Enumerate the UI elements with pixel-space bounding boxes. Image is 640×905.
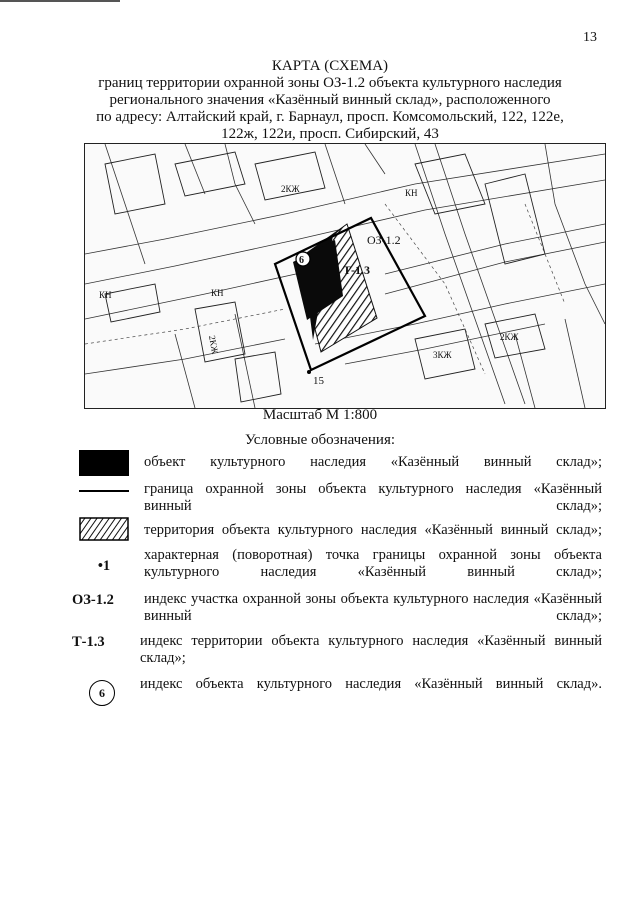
legend-text-object-index: индекс объекта культурного наследия «Казённый винный склад». (140, 676, 602, 692)
title-line-5: 122ж, 122и, просп. Сибирский, 43 (221, 126, 439, 142)
page-number: 13 (583, 30, 597, 45)
legend-item-boundary (78, 481, 602, 517)
legend-item-t-index (72, 633, 602, 669)
map-label-zh2: 2КЖ (500, 332, 519, 342)
map-label-zh1: 2КЖ (281, 184, 300, 194)
map-scale: Масштаб М 1:800 (262, 407, 378, 423)
map-boundary-point (307, 370, 311, 374)
legend-symbol-hatch (78, 516, 130, 542)
map-label-kn3: КН (211, 288, 224, 298)
legend-symbol-black-box (78, 450, 130, 476)
legend-symbol-boundary-line (78, 481, 130, 501)
legend-text-object: объект культурного наследия «Казённый винный склад»; (144, 454, 602, 470)
map-label-point: 15 (313, 375, 324, 387)
legend-item-oz-index (72, 591, 602, 627)
legend-item-object (78, 450, 602, 476)
scan-artifact-line (0, 0, 120, 2)
legend-text-territory: территория объекта культурного наследия «Казённый винный склад»; (144, 522, 602, 538)
map-label-zh3: 2КЖ (207, 334, 221, 355)
cadastral-map (84, 143, 606, 409)
title-line-4: по адресу: Алтайский край, г. Барнаул, просп. Комсомольский, 122, 122е, (96, 109, 564, 125)
legend-text-point: характерная (поворотная) точка границы охранной зоны объекта культурного наследия «Казённый винный склад»; (144, 547, 602, 580)
legend-symbol-object-index (76, 678, 128, 708)
title-line-3: регионального значения «Казённый винный склад», расположенного (109, 92, 551, 108)
title-line-1: КАРТА (СХЕМА) (271, 58, 389, 74)
legend-object-index-circle: 6 (89, 680, 115, 706)
legend-text-t-index: индекс территории объекта культурного наследия «Казённый винный склад»; (140, 633, 602, 666)
legend-heading: Условные обозначения: (244, 432, 396, 448)
map-label-kn2: КН (99, 290, 112, 300)
legend-text-oz-index: индекс участка охранной зоны объекта культурного наследия «Казённый винный склад»; (144, 591, 602, 624)
map-label-obj-num: 6 (299, 255, 304, 266)
legend-symbol-point: •1 (97, 557, 111, 574)
map-label-oz: ОЗ-1.2 (367, 233, 401, 247)
legend-text-boundary: граница охранной зоны объекта культурного наследия «Казённый винный склад»; (144, 481, 602, 514)
map-label-zh4: 3КЖ (433, 350, 452, 360)
legend-item-point (78, 547, 602, 583)
map-label-t: Т-1.3 (343, 263, 370, 277)
legend-symbol-t-index: Т-1.3 (72, 633, 105, 650)
document-title (70, 58, 590, 143)
legend-symbol-oz-index: ОЗ-1.2 (72, 591, 114, 608)
legend-item-territory (78, 516, 602, 542)
title-line-2: границ территории охранной зоны ОЗ-1.2 объекта культурного наследия (98, 75, 562, 91)
map-label-kn1: КН (405, 188, 418, 198)
legend-item-object-index (78, 676, 602, 712)
